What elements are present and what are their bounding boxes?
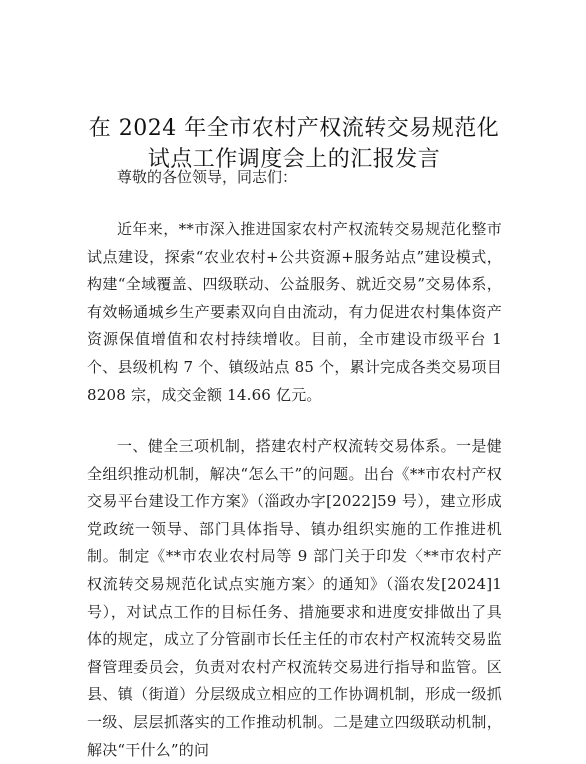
document-title: 在 2024 年全市农村产权流转交易规范化试点工作调度会上的汇报发言 — [88, 115, 500, 172]
paragraph-section-one: 一、健全三项机制，搭建农村产权流转交易体系。一是健全组织推动机制，解决“怎么干”的问题。出台《**市农村产权交易平台建设工作方案》（淄政办字[2022]59 号），建立形成党政统一领导、部门具体指导、镇办组织实施的工作推进机制。制定《**市农业农村局等 9 部门关于印发〈**市农村产权流转交易规范化试点实施方案〉的通知》（淄农发[2024]1 号），对试点工作的目标任务、措施要求和进度安排做出了具体的规定，成立了分管副市长任主任的市农村产权流转交易监督管理委员会，负责对农村产权流转交易进行指导和监管。区县、镇（街道）分层级成立相应的工作协调机制，形成一级抓一级、层层抓落实的工作推动机制。二是建立四级联动机制，解决“干什么”的问 — [87, 437, 502, 759]
paragraph-intro: 近年来，**市深入推进国家农村产权流转交易规范化整市试点建设，探索“农业农村+公共资源+服务站点”建设模式，构建“全域覆盖、四级联动、公益服务、就近交易”交易体系，有效畅通城乡生产要素双向自由流动，有力促进农村集体资产资源保值增值和农村持续增收。目前，全市建设市级平台 1 个、县级机构 7 个、镇级站点 85 个，累计完成各类交易项目 8208 宗，成交金额 14.66 亿元。 — [87, 220, 502, 404]
salutation: 尊敬的各位领导，同志们： — [117, 168, 298, 186]
